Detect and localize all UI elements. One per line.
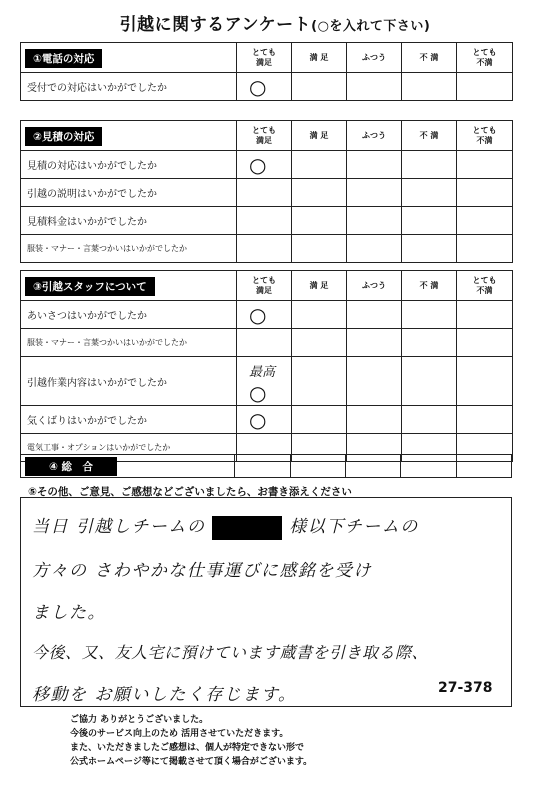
question-label: 引越作業内容はいかがでしたか <box>21 357 237 406</box>
section-staff <box>20 270 513 462</box>
comment-line-3: ました。 <box>32 603 106 623</box>
rating-mark: ○ <box>237 73 292 101</box>
rating-mark: ○ <box>237 301 292 329</box>
col-satisfied: 満 足 <box>292 43 347 73</box>
question-row <box>21 301 513 329</box>
col-normal: ふつう <box>347 43 402 73</box>
section-estimate <box>20 120 513 263</box>
question-row <box>21 329 513 357</box>
footer-thanks: ご協力 ありがとうございました。 <box>70 715 209 725</box>
section-header: ②見積の対応 <box>21 121 237 151</box>
comment-line-2: 方々の さわやかな仕事運びに感銘を受け <box>32 561 372 581</box>
col-very-satisfied: とても 満足 <box>237 43 292 73</box>
rating-mark: 最高○ <box>237 357 292 406</box>
question-row <box>21 235 513 263</box>
question-label: 服装・マナー・言葉つかいはいかがでしたか <box>21 329 237 357</box>
rating-mark: ○ <box>237 151 292 179</box>
comment-line-4: 今後、又、友人宅に預けています蔵書を引き取る際、 <box>32 643 429 662</box>
question-row <box>21 179 513 207</box>
section-phone <box>20 42 513 101</box>
section-header: ④ 総 合 <box>25 457 117 476</box>
col-normal: ふつう <box>347 271 402 301</box>
section-overall <box>20 454 512 478</box>
title-sub: (○を入れて下さい) <box>311 19 431 34</box>
handwritten-note: 最高 <box>249 365 276 380</box>
survey-title <box>0 10 550 35</box>
col-very-dissatisfied: とても 不満 <box>457 43 513 73</box>
col-very-satisfied: とても 満足 <box>237 271 292 301</box>
rating-mark: ○ <box>237 406 292 434</box>
question-label: 見積料金はいかがでしたか <box>21 207 237 235</box>
col-dissatisfied: 不 満 <box>402 43 457 73</box>
question-label: 服装・マナー・言葉つかいはいかがでしたか <box>21 235 237 263</box>
question-label: 受付での対応はいかがでしたか <box>21 73 237 101</box>
col-dissatisfied: 不 満 <box>402 121 457 151</box>
comment-line-5: 移動を お願いしたく存じます。 <box>32 685 297 705</box>
footer-line-2: 今後のサービス向上のため 活用させていただきます。 <box>70 729 289 739</box>
question-row <box>21 357 513 406</box>
col-satisfied: 満 足 <box>292 121 347 151</box>
question-label: 電気工事・オプションはいかがでしたか <box>21 434 237 462</box>
section-header: ①電話の対応 <box>21 43 237 73</box>
question-label: あいさつはいかがでしたか <box>21 301 237 329</box>
col-satisfied: 満 足 <box>292 271 347 301</box>
footer-line-4: 公式ホームページ等にて掲載させて頂く場合がございます。 <box>70 757 313 767</box>
col-normal: ふつう <box>347 121 402 151</box>
question-label: 見積の対応はいかがでしたか <box>21 151 237 179</box>
comment-label: ⑤その他、ご意見、ご感想などございましたら、お書き添えください <box>28 486 352 498</box>
col-very-dissatisfied: とても 不満 <box>457 121 513 151</box>
question-row <box>21 207 513 235</box>
question-row <box>21 406 513 434</box>
redaction-block <box>212 516 282 540</box>
title-main: 引越に関するアンケート <box>119 15 312 35</box>
question-row <box>21 151 513 179</box>
comment-line-1: 当日 引越しチームの 様以下チームの <box>32 512 419 540</box>
col-very-dissatisfied: とても 不満 <box>457 271 513 301</box>
footer-line-3: また、いただきましたご感想は、個人が特定できない形で <box>70 743 305 753</box>
reference-number: 27-378 <box>438 680 493 696</box>
col-dissatisfied: 不 満 <box>402 271 457 301</box>
question-label: 引越の説明はいかがでしたか <box>21 179 237 207</box>
question-row <box>21 73 513 101</box>
col-very-satisfied: とても 満足 <box>237 121 292 151</box>
question-label: 気くばりはいかがでしたか <box>21 406 237 434</box>
section-header: ③引越スタッフについて <box>21 271 237 301</box>
